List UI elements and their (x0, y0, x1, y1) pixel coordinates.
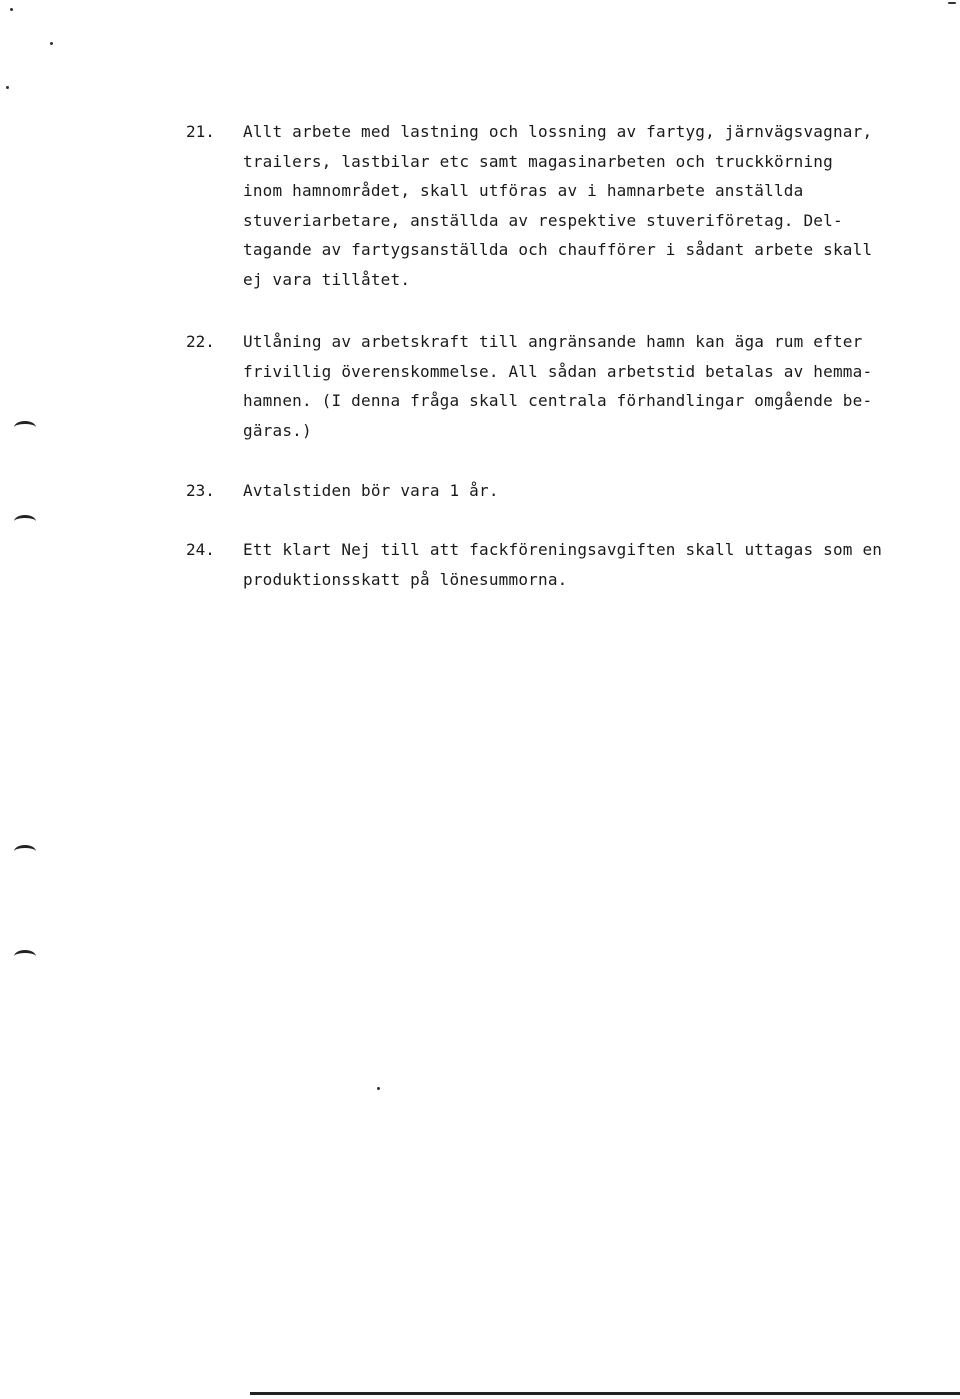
scan-speck (948, 2, 956, 4)
text-line: gäras.) (243, 420, 312, 440)
text-line: hamnen. (I denna fråga skall centrala förhandlingar omgående be- (243, 391, 873, 411)
text-line: produktionsskatt på lönesummorna. (243, 569, 568, 589)
item-text (243, 476, 943, 506)
text-line: ej vara tillåtet. (243, 269, 411, 289)
text-line: trailers, lastbilar etc samt magasinarbeten och truckkörning (243, 151, 833, 171)
text-line: tagande av fartygsanställda och chaufförer i sådant arbete skall (243, 240, 873, 260)
item-text (243, 117, 943, 295)
text-line: inom hamnområdet, skall utföras av i hamnarbete anställda (243, 181, 804, 201)
item-text (243, 535, 943, 594)
scan-mark (14, 950, 36, 963)
scan-speck (50, 42, 53, 45)
scan-mark (14, 845, 36, 858)
scan-mark (14, 515, 36, 528)
item-number: 24. (186, 540, 215, 559)
item-text (243, 327, 943, 445)
text-line: stuveriarbetare, anställda av respektive stuveriföretag. Del- (243, 210, 843, 230)
item-number: 21. (186, 122, 215, 141)
item-number: 23. (186, 481, 215, 500)
text-line: frivillig överenskommelse. All sådan arbetstid betalas av hemma- (243, 361, 873, 381)
text-line: Avtalstiden bör vara 1 år. (243, 481, 499, 500)
scan-speck (6, 86, 9, 89)
scan-mark (14, 421, 36, 434)
scan-speck (377, 1087, 380, 1090)
text-line: Utlåning av arbetskraft till angränsande hamn kan äga rum efter (243, 332, 863, 351)
item-number: 22. (186, 332, 215, 351)
page-bottom-rule (250, 1392, 960, 1395)
text-line: Ett klart Nej till att fackföreningsavgiften skall uttagas som en (243, 540, 883, 559)
text-line: Allt arbete med lastning och lossning av fartyg, järnvägsvagnar, (243, 122, 873, 141)
scan-speck (10, 8, 13, 11)
